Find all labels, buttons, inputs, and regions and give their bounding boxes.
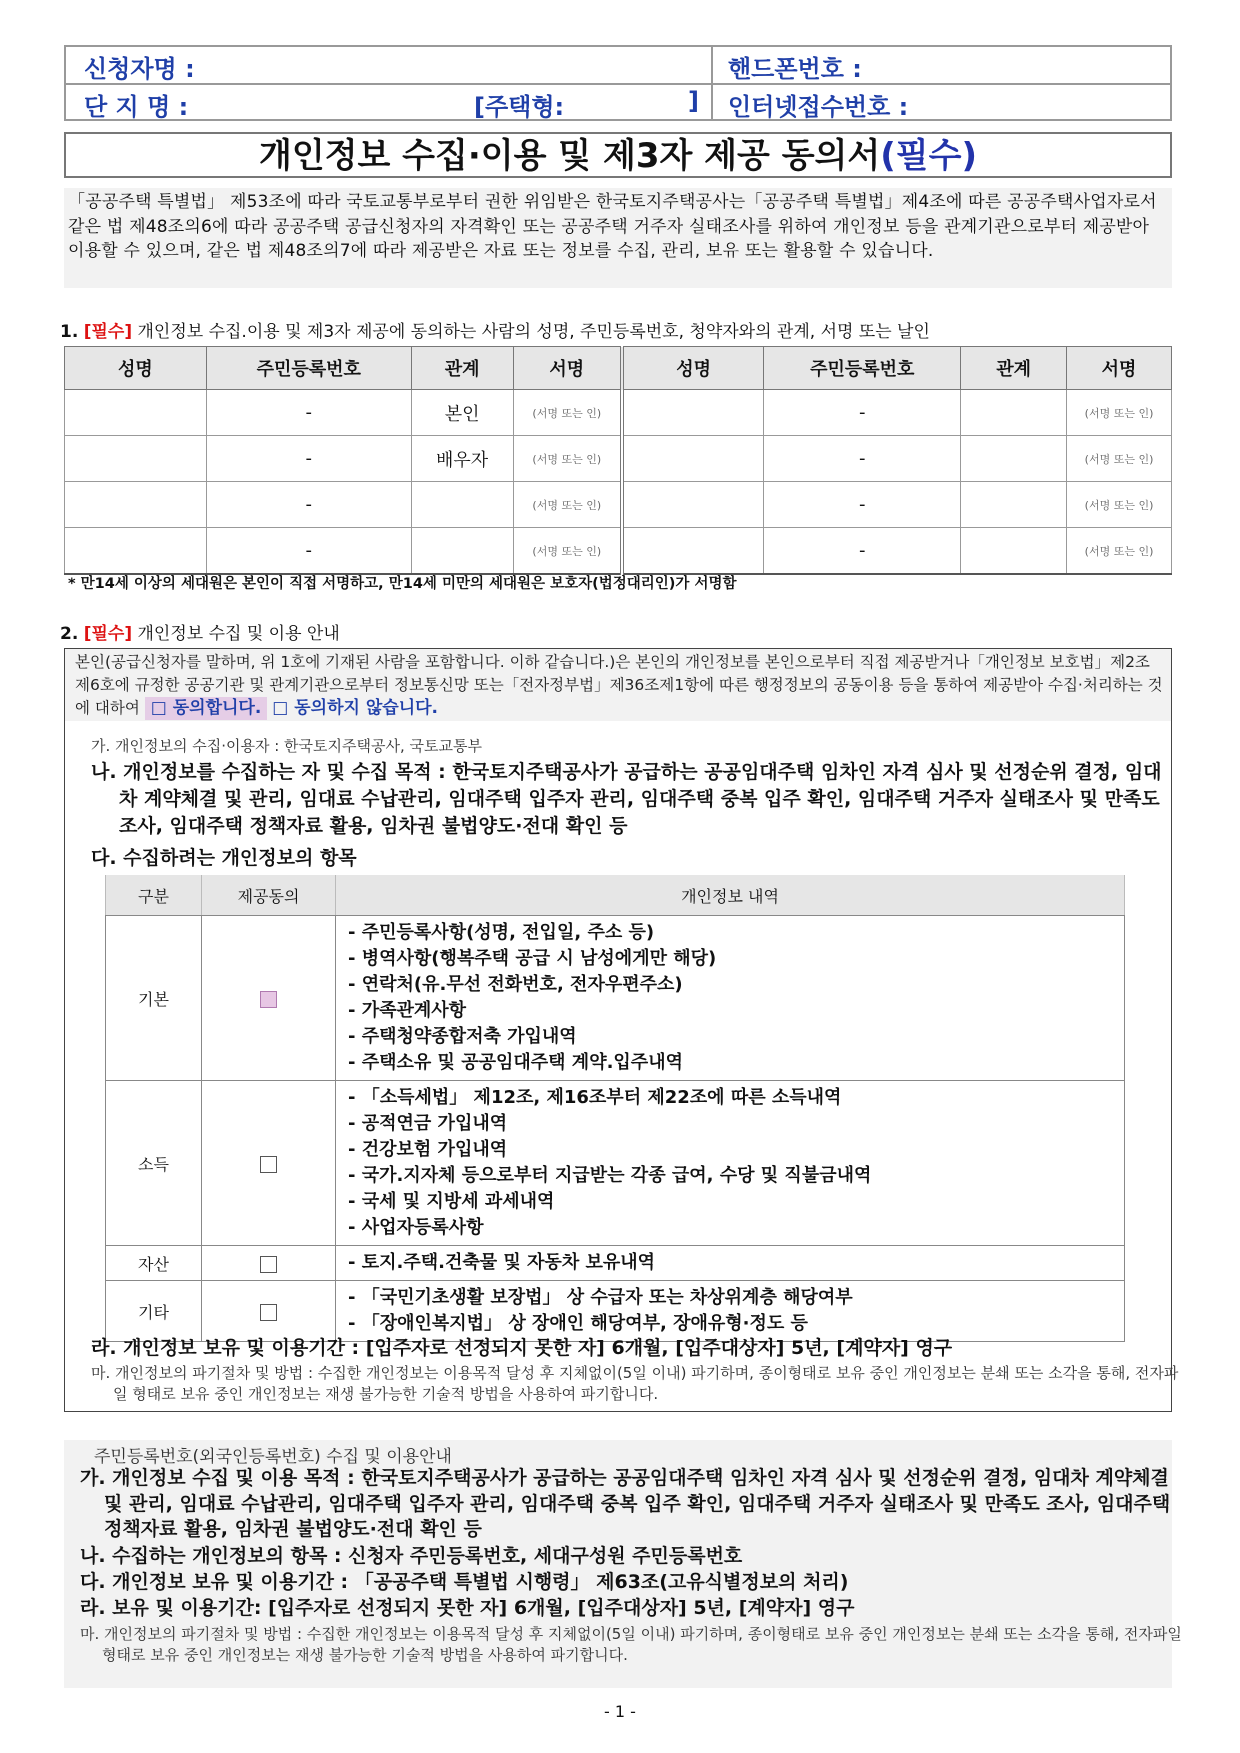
page-title xyxy=(64,132,1172,178)
col-header-details: 개인정보 내역 xyxy=(336,875,1125,916)
table-row xyxy=(106,1081,1125,1246)
signature-field[interactable]: (서명 또는 인) xyxy=(513,482,622,528)
resident-number-input[interactable]: - xyxy=(764,528,961,575)
details-assets xyxy=(336,1246,1125,1281)
section1-text: 개인정보 수집.이용 및 제3자 제공에 동의하는 사람의 성명, 주민등록번호, 청약자와의 관계, 서명 또는 날인 xyxy=(137,322,930,342)
section2-text: 개인정보 수집 및 이용 안내 xyxy=(137,624,340,644)
signature-field[interactable]: (서명 또는 인) xyxy=(513,390,622,436)
resident-number-input[interactable]: - xyxy=(764,482,961,528)
list-item: - 연락처(유.무선 전화번호, 전자우편주소) xyxy=(348,974,683,995)
list-item: - 토지.주택.건축물 및 자동차 보유내역 xyxy=(348,1252,656,1273)
col-header-resident-number: 주민등록번호 xyxy=(206,347,411,390)
table-row xyxy=(106,1281,1125,1342)
relation-input[interactable] xyxy=(411,482,513,528)
section3-title: 주민등록번호(외국인등록번호) 수집 및 이용안내 xyxy=(94,1447,452,1467)
section1-note: * 만14세 이상의 세대원은 본인이 직접 서명하고, 만14세 미만의 세대원은 보호자(법정대리인)가 서명함 xyxy=(68,576,737,592)
list-item: - 사업자등록사항 xyxy=(348,1217,484,1238)
name-input[interactable] xyxy=(622,528,764,575)
phone-number-field[interactable]: 핸드폰번호 : xyxy=(728,55,862,83)
item-ma: 마. 개인정보의 파기절차 및 방법 : 수집한 개인정보는 이용목적 달성 후 지체없이(5일 이내) 파기하며, 종이형태로 보유 중인 개인정보는 분쇄 또는 소각을 통해, 전자파일 형태로 보유 중인 개인정보는 재생 불가능한 기술적 방법을 사용하여 파기합니다. xyxy=(91,1364,1179,1403)
name-input[interactable] xyxy=(65,528,207,575)
resident-number-input[interactable]: - xyxy=(206,482,411,528)
col-header-signature: 서명 xyxy=(1067,347,1172,390)
section2-required-tag: [필수] xyxy=(83,624,133,644)
title-required-tag: (필수) xyxy=(880,136,978,176)
relation-cell: 배우자 xyxy=(411,436,513,482)
col-header-name: 성명 xyxy=(622,347,764,390)
list-item: - 가족관계사항 xyxy=(348,1000,467,1021)
signature-field[interactable]: (서명 또는 인) xyxy=(1067,482,1172,528)
consent-checkbox-income[interactable] xyxy=(202,1081,336,1246)
item-ra: 라. 개인정보 보유 및 이용기간 : [입주자로 선정되지 못한 자] 6개월, [입주대상자] 5년, [계약자] 영구 xyxy=(91,1337,953,1359)
house-type-bracket: ] xyxy=(688,87,699,115)
col-header-relation: 관계 xyxy=(961,347,1067,390)
name-input[interactable] xyxy=(622,436,764,482)
relation-input[interactable] xyxy=(961,436,1067,482)
section1-number: 1. xyxy=(60,322,79,342)
relation-input[interactable] xyxy=(961,528,1067,575)
name-input[interactable] xyxy=(622,390,764,436)
col-header-name: 성명 xyxy=(65,347,207,390)
disagree-checkbox[interactable]: □ 동의하지 않습니다. xyxy=(272,698,438,718)
applicant-name-field[interactable]: 신청자명 : xyxy=(84,55,195,83)
details-basic xyxy=(336,916,1125,1081)
table-row xyxy=(65,528,1172,575)
section1-title xyxy=(60,317,930,342)
relation-cell: 본인 xyxy=(411,390,513,436)
col-header-consent: 제공동의 xyxy=(202,875,336,916)
category-income: 소득 xyxy=(106,1081,202,1246)
resident-number-notice xyxy=(64,1440,1182,1688)
list-item: - 주택청약종합저축 가입내역 xyxy=(348,1026,577,1047)
resident-number-input[interactable]: - xyxy=(206,528,411,575)
signature-field[interactable]: (서명 또는 인) xyxy=(513,436,622,482)
consent-checkbox-other[interactable] xyxy=(202,1281,336,1342)
resident-number-input[interactable]: - xyxy=(206,390,411,436)
list-item: - 「소득세법」 제12조, 제16조부터 제22조에 따른 소득내역 xyxy=(348,1087,842,1108)
consent-checkbox-assets[interactable] xyxy=(202,1246,336,1281)
personal-info-items-table xyxy=(105,875,1125,1342)
list-item: - 「장애인복지법」 상 장애인 해당여부, 장애유형·정도 등 xyxy=(348,1313,808,1334)
resident-number-input[interactable]: - xyxy=(764,390,961,436)
col-header-signature: 서명 xyxy=(513,347,622,390)
signature-field[interactable]: (서명 또는 인) xyxy=(513,528,622,575)
table-row xyxy=(65,436,1172,482)
relation-input[interactable] xyxy=(961,482,1067,528)
section2-number: 2. xyxy=(60,624,79,644)
list-item: - 주민등록사항(성명, 전입일, 주소 등) xyxy=(348,922,655,943)
list-item: - 건강보험 가입내역 xyxy=(348,1139,508,1160)
name-input[interactable] xyxy=(65,390,207,436)
intro-paragraph: 「공공주택 특별법」 제53조에 따라 국토교통부로부터 권한 위임받은 한국토지주택공사는「공공주택 특별법」제4조에 따른 공공주택사업자로서 같은 법 제48조의6에 따라 공공주택 공급신청자의 자격확인 또는 공공주택 거주자 실태조사를 위하여 개인정보 등을 관계기관으로부터 제공받아 이용할 수 있으며, 같은 법 제48조의7에 따라 제공받은 자료 또는 정보를 수집, 관리, 보유 또는 활용할 수 있습니다. xyxy=(64,188,1172,288)
signatory-table xyxy=(64,346,1172,575)
relation-input[interactable] xyxy=(961,390,1067,436)
table-row xyxy=(106,916,1125,1081)
house-type-field[interactable]: [주택형: xyxy=(474,93,565,121)
checkbox-icon xyxy=(260,991,277,1008)
agree-checkbox[interactable]: □ 동의합니다. xyxy=(145,697,268,720)
section1-required-tag: [필수] xyxy=(83,322,133,342)
resident-number-input[interactable]: - xyxy=(206,436,411,482)
internet-receipt-number-field[interactable]: 인터넷접수번호 : xyxy=(728,93,909,121)
list-item: - 주택소유 및 공공임대주택 계약.입주내역 xyxy=(348,1052,683,1073)
signature-field[interactable]: (서명 또는 인) xyxy=(1067,436,1172,482)
name-input[interactable] xyxy=(622,482,764,528)
checkbox-icon xyxy=(260,1304,277,1321)
item-ra: 라. 보유 및 이용기간: [입주자로 선정되지 못한 자] 6개월, [입주대상자] 5년, [계약자] 영구 xyxy=(80,1597,855,1619)
section2-title xyxy=(60,619,340,644)
table-row xyxy=(65,390,1172,436)
details-other xyxy=(336,1281,1125,1342)
col-header-relation: 관계 xyxy=(411,347,513,390)
table-row xyxy=(65,482,1172,528)
name-input[interactable] xyxy=(65,436,207,482)
item-ma: 마. 개인정보의 파기절차 및 방법 : 수집한 개인정보는 이용목적 달성 후 지체없이(5일 이내) 파기하며, 종이형태로 보유 중인 개인정보는 분쇄 또는 소각을 통해, 전자파일 형태로 보유 중인 개인정보는 재생 불가능한 기술적 방법을 사용하여 파기합니다. xyxy=(80,1625,1182,1664)
table-row xyxy=(106,1246,1125,1281)
col-header-category: 구분 xyxy=(106,875,202,916)
item-ga: 가. 개인정보 수집 및 이용 목적 : 한국토지주택공사가 공급하는 공공임대주택 임차인 자격 심사 및 선정순위 결정, 임대차 계약체결 및 관리, 임대료 수납관리, 임대주택 입주자 관리, 임대주택 중복 입주 확인, 임대주택 거주자 실태조사 및 만족도 조사, 임대주택 정책자료 활용, 임차권 불법양도·전대 확인 등 xyxy=(80,1467,1171,1540)
resident-number-input[interactable]: - xyxy=(764,436,961,482)
list-item: - 공적연금 가입내역 xyxy=(348,1113,508,1134)
title-main: 개인정보 수집·이용 및 제3자 제공 동의서 xyxy=(258,136,881,176)
signature-field[interactable]: (서명 또는 인) xyxy=(1067,390,1172,436)
applicant-header xyxy=(64,45,1172,121)
checkbox-icon xyxy=(260,1156,277,1173)
list-item: - 「국민기초생활 보장법」 상 수급자 또는 차상위계층 해당여부 xyxy=(348,1287,853,1308)
col-header-resident-number: 주민등록번호 xyxy=(764,347,961,390)
complex-name-field[interactable]: 단 지 명 : xyxy=(84,93,189,121)
category-other: 기타 xyxy=(106,1281,202,1342)
checkbox-icon xyxy=(260,1256,277,1273)
signature-field[interactable]: (서명 또는 인) xyxy=(1067,528,1172,575)
consent-checkbox-basic[interactable] xyxy=(202,916,336,1081)
page-number: - 1 - xyxy=(604,1702,636,1721)
item-na: 나. 수집하는 개인정보의 항목 : 신청자 주민등록번호, 세대구성원 주민등록번호 xyxy=(80,1545,743,1567)
category-assets: 자산 xyxy=(106,1246,202,1281)
list-item: - 국세 및 지방세 과세내역 xyxy=(348,1191,555,1212)
consent-box xyxy=(64,648,1179,1412)
consent-text: 본인(공급신청자를 말하며, 위 1호에 기재된 사람을 포함합니다. 이하 같습니다.)은 본인의 개인정보를 본인으로부터 직접 제공받거나「개인정보 보호법」제2조제6호에 규정한 공공기관 및 관계기관으로부터 정보통신망 또는「전자정부법」제36조제1항에 따른 행정정보의 공동이용 등을 통하여 제공받아 수집·처리하는 것에 대하여 xyxy=(75,653,1163,717)
list-item: - 국가.지자체 등으로부터 지급받는 각종 급여, 수당 및 직불금내역 xyxy=(348,1165,872,1186)
name-input[interactable] xyxy=(65,482,207,528)
details-income xyxy=(336,1081,1125,1246)
category-basic: 기본 xyxy=(106,916,202,1081)
relation-input[interactable] xyxy=(411,528,513,575)
item-na: 나. 개인정보를 수집하는 자 및 수집 목적 : 한국토지주택공사가 공급하는 공공임대주택 임차인 자격 심사 및 선정순위 결정, 임대차 계약체결 및 관리, 임대료 수납관리, 임대주택 입주자 관리, 임대주택 중복 입주 확인, 임대주택 거주자 실태조사 및 만족도 조사, 임대주택 정책자료 활용, 임차권 불법양도·전대 확인 등 xyxy=(91,761,1162,837)
consent-statement xyxy=(75,651,1163,720)
item-ga: 가. 개인정보의 수집·이용자 : 한국토지주택공사, 국토교통부 xyxy=(91,737,482,755)
item-da: 다. 수집하려는 개인정보의 항목 xyxy=(91,847,357,869)
list-item: - 병역사항(행복주택 공급 시 남성에게만 해당) xyxy=(348,948,717,969)
item-da: 다. 개인정보 보유 및 이용기간 : 「공공주택 특별법 시행령」 제63조(고유식별정보의 처리) xyxy=(80,1571,849,1593)
